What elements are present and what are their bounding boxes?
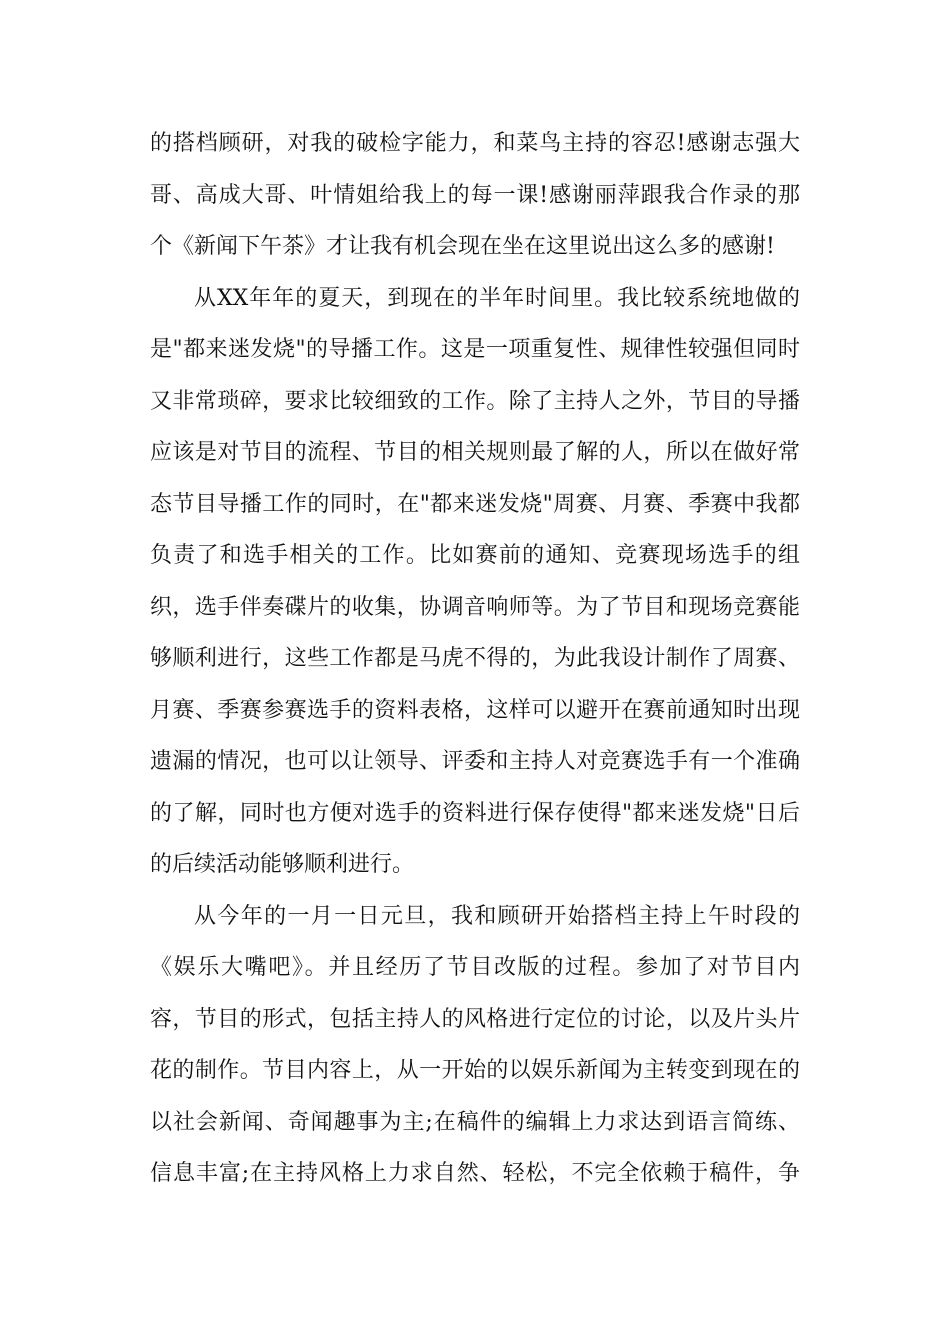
text-line: 个《新闻下午茶》才让我有机会现在坐在这里说出这么多的感谢! <box>150 234 775 259</box>
text-line: 遗漏的情况，也可以让领导、评委和主持人对竞赛选手有一个准确 <box>150 749 800 774</box>
paragraph <box>150 118 800 273</box>
text-line: 容，节目的形式，包括主持人的风格进行定位的讨论，以及片头片 <box>150 1006 800 1032</box>
text-line: 从XX年年的夏天，到现在的半年时间里。我比较系统地做的 <box>194 285 800 311</box>
text-line: 信息丰富;在主持风格上力求自然、轻松，不完全依赖于稿件，争 <box>150 1161 800 1186</box>
text-line: 哥、高成大哥、叶情姐给我上的每一课!感谢丽萍跟我合作录的那 <box>150 182 800 208</box>
text-line: 的了解，同时也方便对选手的资料进行保存使得"都来迷发烧"日后 <box>150 800 800 826</box>
text-line: 的后续活动能够顺利进行。 <box>150 852 415 877</box>
text-line: 织，选手伴奏碟片的收集，协调音响师等。为了节目和现场竞赛能 <box>150 594 800 620</box>
text-line: 《娱乐大嘴吧》。并且经历了节目改版的过程。参加了对节目内 <box>150 955 800 980</box>
text-line: 应该是对节目的流程、节目的相关规则最了解的人，所以在做好常 <box>150 440 800 465</box>
text-line: 月赛、季赛参赛选手的资料表格，这样可以避开在赛前通知时出现 <box>150 697 800 723</box>
paragraph <box>150 891 800 1200</box>
text-line: 的搭档顾研，对我的破检字能力，和菜鸟主持的容忍!感谢志强大 <box>150 131 800 156</box>
paragraph <box>150 273 800 891</box>
text-line: 是"都来迷发烧"的导播工作。这是一项重复性、规律性较强但同时 <box>150 337 800 362</box>
text-line: 态节目导播工作的同时，在"都来迷发烧"周赛、月赛、季赛中我都 <box>150 491 800 517</box>
text-line: 负责了和选手相关的工作。比如赛前的通知、竞赛现场选手的组 <box>150 543 800 568</box>
text-line: 又非常琐碎，要求比较细致的工作。除了主持人之外，节目的导播 <box>150 388 800 414</box>
text-line: 花的制作。节目内容上，从一开始的以娱乐新闻为主转变到现在的 <box>150 1058 800 1083</box>
document-body <box>150 118 800 1200</box>
text-line: 以社会新闻、奇闻趣事为主;在稿件的编辑上力求达到语言简练、 <box>150 1109 800 1135</box>
text-line: 够顺利进行，这些工作都是马虎不得的，为此我设计制作了周赛、 <box>150 646 800 671</box>
text-line: 从今年的一月一日元旦，我和顾研开始搭档主持上午时段的 <box>194 903 800 929</box>
